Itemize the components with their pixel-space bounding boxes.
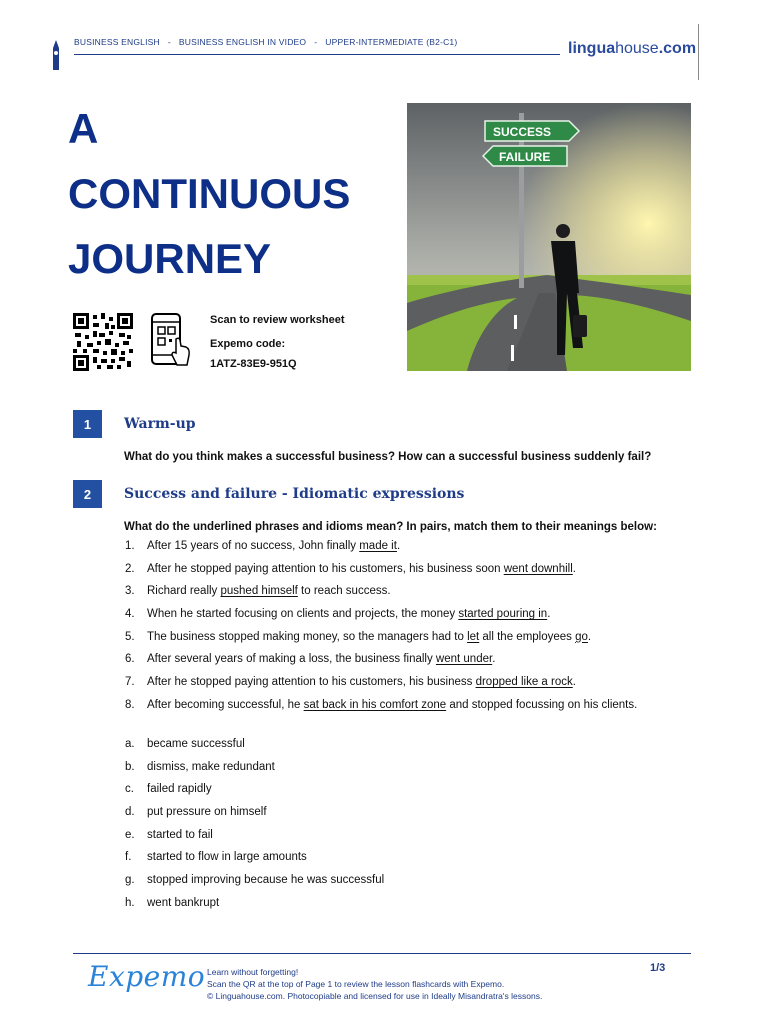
- section-2-title: Success and failure - Idiomatic expressions: [124, 486, 465, 502]
- big-ben-icon: [50, 40, 62, 70]
- item-number: 4.: [125, 608, 135, 621]
- section-2-question: What do the underlined phrases and idioms mean? In pairs, match them to their meanings below:: [124, 521, 657, 533]
- list-item: [125, 699, 637, 722]
- list-item: [125, 540, 637, 563]
- sentence-text: to reach success.: [297, 585, 391, 598]
- section-1-number: 1: [73, 410, 102, 438]
- underlined-idiom: went downhill: [503, 562, 573, 575]
- list-item: [125, 585, 637, 608]
- page-number: 1/3: [650, 962, 666, 974]
- header-edge-divider: [698, 24, 699, 80]
- sentence-text: After becoming successful, he: [147, 698, 304, 711]
- sentence-text: and stopped focussing on his clients.: [446, 698, 638, 711]
- item-number: 2.: [125, 562, 135, 575]
- hero-image-crossroads: [407, 103, 691, 371]
- list-item: [125, 738, 384, 761]
- sentence-text: After 15 years of no success, John finally: [147, 540, 360, 552]
- sentence-text: After he stopped paying attention to his customers, his business: [147, 676, 476, 689]
- sign-failure-text: FAILURE: [499, 150, 551, 164]
- item-number: 8.: [125, 698, 135, 711]
- sentence-text: When he started focusing on clients and projects, the money: [147, 608, 459, 621]
- item-letter: b.: [125, 760, 135, 773]
- item-number: 3.: [125, 585, 135, 598]
- list-item: [125, 608, 637, 631]
- footer-tagline: Learn without forgetting!: [207, 967, 299, 977]
- section-2-number: 2: [73, 480, 102, 508]
- item-number: 5.: [125, 630, 135, 643]
- breadcrumb: [74, 37, 457, 47]
- meaning-text: dismiss, make redundant: [147, 760, 275, 773]
- list-item: [125, 897, 384, 920]
- sentence-text: Richard really: [147, 585, 221, 598]
- footer-text: [207, 966, 542, 1002]
- list-item: [125, 829, 384, 852]
- logo-part: .com: [658, 40, 697, 57]
- title-line: JOURNEY: [68, 235, 272, 282]
- meaning-list: [125, 738, 384, 920]
- breadcrumb-item[interactable]: BUSINESS ENGLISH IN VIDEO: [178, 37, 307, 47]
- section-1-question: What do you think makes a successful business? How can a successful business suddenly fail?: [124, 451, 652, 463]
- list-item: [125, 874, 384, 897]
- scan-info: [210, 313, 345, 381]
- list-item: [125, 676, 637, 699]
- sentence-text: .: [547, 608, 551, 621]
- underlined-idiom: let: [467, 630, 480, 643]
- underlined-idiom: go: [575, 630, 588, 643]
- sentence-text: .: [396, 540, 401, 552]
- title-line: CONTINUOUS: [68, 170, 351, 217]
- underlined-idiom: went under: [435, 653, 493, 666]
- footer-divider: [73, 953, 691, 954]
- linguahouse-logo[interactable]: [568, 40, 696, 58]
- item-letter: d.: [125, 806, 135, 819]
- underlined-idiom: dropped like a rock: [475, 676, 573, 689]
- sentence-text: all the employees: [479, 630, 576, 643]
- breadcrumb-item[interactable]: BUSINESS ENGLISH: [74, 37, 160, 47]
- sentence-text: .: [572, 562, 576, 575]
- list-item: [125, 806, 384, 829]
- sentence-text: .: [587, 630, 592, 643]
- meaning-text: put pressure on himself: [147, 806, 267, 819]
- header-divider: [74, 54, 560, 55]
- phone-scan-icon: [150, 313, 192, 371]
- sentence-text: .: [572, 676, 576, 689]
- footer-instruction: Scan the QR at the top of Page 1 to review the lesson flashcards with Expemo.: [207, 979, 505, 989]
- item-number: 7.: [125, 676, 135, 689]
- item-letter: a.: [125, 738, 135, 750]
- list-item: [125, 563, 637, 586]
- item-letter: e.: [125, 828, 135, 841]
- meaning-text: failed rapidly: [147, 783, 212, 796]
- item-number: 1.: [125, 540, 135, 552]
- section-1-title: Warm-up: [124, 416, 196, 432]
- sign-success-text: SUCCESS: [493, 125, 552, 139]
- meaning-text: went bankrupt: [147, 896, 220, 909]
- list-item: [125, 783, 384, 806]
- expemo-logo[interactable]: Expemo: [88, 960, 206, 993]
- list-item: [125, 851, 384, 874]
- underlined-idiom: started pouring in: [458, 608, 548, 621]
- list-item: [125, 761, 384, 784]
- item-letter: h.: [125, 896, 135, 909]
- meaning-text: started to flow in large amounts: [147, 851, 307, 864]
- underlined-idiom: made it: [359, 540, 397, 552]
- sentence-list: [125, 540, 637, 722]
- breadcrumb-item[interactable]: UPPER-INTERMEDIATE (B2-C1): [325, 37, 458, 47]
- list-item: [125, 631, 637, 654]
- breadcrumb-separator: -: [167, 37, 171, 47]
- logo-part: lingua: [568, 40, 616, 57]
- item-letter: f.: [125, 851, 132, 864]
- expemo-code-label: Expemo code:: [210, 338, 286, 350]
- meaning-text: started to fail: [147, 828, 213, 841]
- meaning-text: became successful: [147, 738, 245, 750]
- item-number: 6.: [125, 653, 135, 666]
- scan-instruction: Scan to review worksheet: [210, 314, 345, 326]
- item-letter: g.: [125, 874, 135, 887]
- page-title: [68, 96, 398, 291]
- breadcrumb-separator: -: [314, 37, 318, 47]
- footer-copyright: © Linguahouse.com. Photocopiable and licensed for use in Ideally Misandratra's lessons.: [207, 991, 543, 1001]
- logo-part: house: [615, 40, 659, 57]
- sentence-text: .: [492, 653, 496, 666]
- item-letter: c.: [125, 783, 134, 796]
- list-item: [125, 653, 637, 676]
- expemo-code-value: 1ATZ-83E9-951Q: [210, 358, 297, 370]
- underlined-idiom: sat back in his comfort zone: [303, 698, 447, 711]
- underlined-idiom: pushed himself: [220, 585, 298, 598]
- sentence-text: The business stopped making money, so the managers had to: [147, 630, 468, 643]
- title-line: A: [68, 105, 99, 152]
- sentence-text: After he stopped paying attention to his customers, his business soon: [147, 562, 504, 575]
- sentence-text: After several years of making a loss, the business finally: [147, 653, 436, 666]
- meaning-text: stopped improving because he was successful: [147, 874, 385, 887]
- qr-code-icon[interactable]: [73, 313, 133, 371]
